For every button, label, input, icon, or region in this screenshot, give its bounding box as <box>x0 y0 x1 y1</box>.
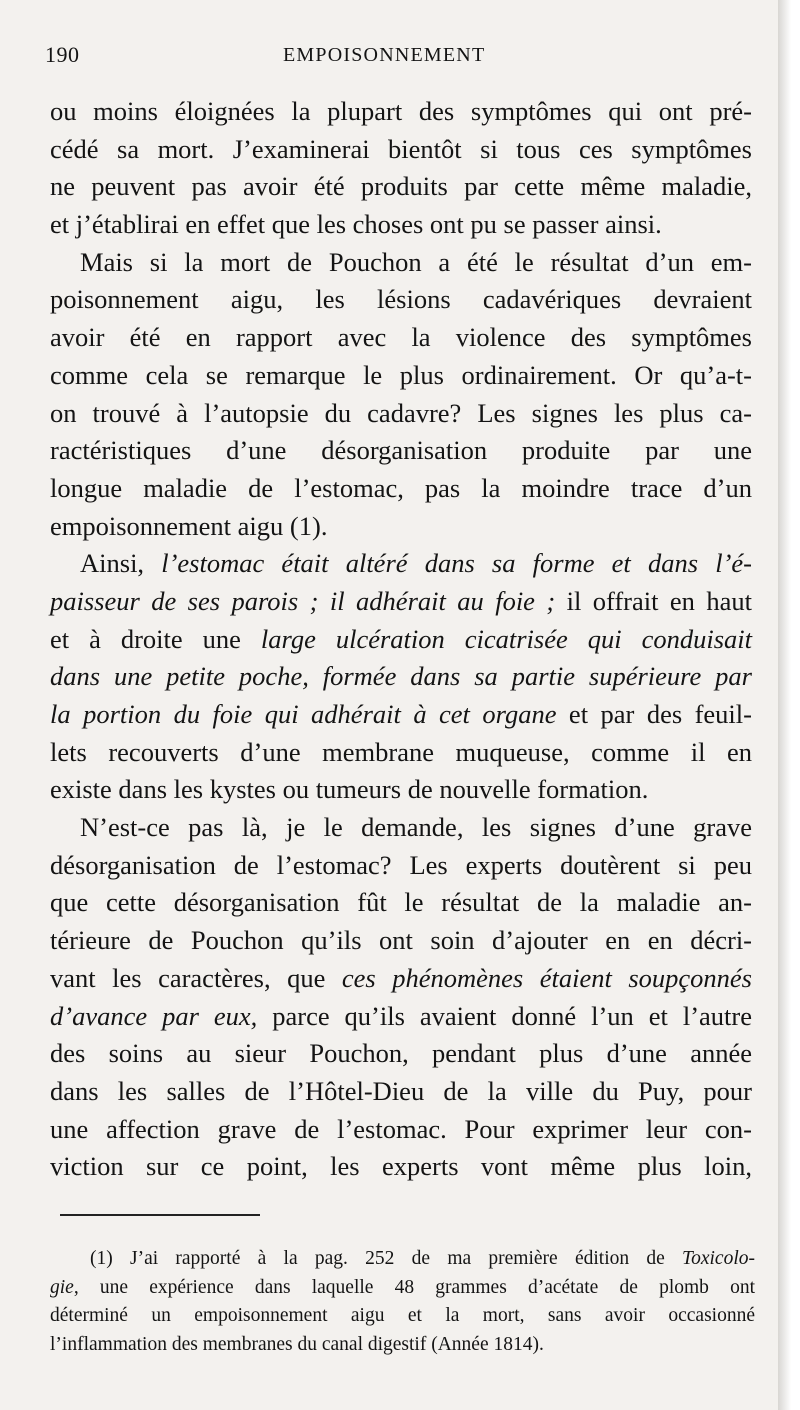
text-line <box>50 658 752 696</box>
text-roman: il offrait en haut <box>555 585 752 616</box>
text-line: que cette désorganisation fût le résultat de la maladie an- <box>50 887 752 918</box>
text-roman: vant les caractères, que <box>50 962 342 993</box>
text-italic: large ulcération cicatrisée qui conduisait <box>260 623 752 654</box>
page-number: 190 <box>45 42 80 67</box>
text-italic: ces phénomènes étaient soupçonnés <box>341 962 752 993</box>
text-line <box>50 960 752 998</box>
text-line: lets recouverts d’une membrane muqueuse, comme il en <box>50 736 752 767</box>
text-line: existe dans les kystes ou tumeurs de nouvelle formation. <box>50 774 649 805</box>
text-line: ractéristiques d’une désorganisation produite par une <box>50 435 752 466</box>
text-line: ou moins éloignées la plupart des symptômes qui ont pré- <box>50 96 752 126</box>
text-line: avoir été en rapport avec la violence des symptômes <box>50 322 752 353</box>
text-line: on trouvé à l’autopsie du cadavre? Les signes les plus ca- <box>50 397 752 428</box>
text-line: des soins au sieur Pouchon, pendant plus d’une année <box>50 1038 752 1069</box>
text-roman: Ainsi, <box>80 548 162 579</box>
text-italic: l’estomac était altéré dans sa forme et dans l’é- <box>161 548 752 579</box>
text-line <box>50 545 752 583</box>
text-roman: (1) J’ai rapporté à la pag. 252 de ma première édition de <box>90 1248 683 1269</box>
body-text <box>50 93 752 1186</box>
text-italic: dans une petite poche, formée dans sa partie supérieure par <box>50 661 752 692</box>
text-line <box>50 696 752 734</box>
running-head <box>45 42 755 76</box>
text-italic: Toxicolo- <box>682 1248 755 1269</box>
text-line: dans les salles de l’Hôtel-Dieu de la ville du Puy, pour <box>50 1075 752 1106</box>
text-line: poisonnement aigu, les lésions cadavériques devraient <box>50 284 752 315</box>
text-line <box>50 583 752 621</box>
text-line: empoisonnement aigu (1). <box>50 510 328 541</box>
text-roman: , une expérience dans laquelle 48 grammes d’acétate de plomb ont <box>73 1276 755 1298</box>
text-line: Mais si la mort de Pouchon a été le résultat d’un em- <box>80 246 752 277</box>
running-title: EMPOISONNEMENT <box>283 44 486 66</box>
footnote <box>50 1245 755 1359</box>
page-edge-shadow <box>778 0 800 1410</box>
text-line <box>50 621 752 659</box>
text-roman: et à droite une <box>50 623 261 654</box>
text-italic: la portion du foie qui adhérait à cet organe <box>50 699 557 729</box>
text-line: et j’établirai en effet que les choses ont pu se passer ainsi. <box>50 209 662 240</box>
text-line: térieure de Pouchon qu’ils ont soin d’ajouter en en décri- <box>50 925 752 956</box>
text-roman: et par des feuil- <box>556 699 752 729</box>
text-line: longue maladie de l’estomac, pas la moindre trace d’un <box>50 472 752 503</box>
text-line: comme cela se remarque le plus ordinairement. Or qu’a-t- <box>50 359 752 390</box>
text-line: désorganisation de l’estomac? Les experts doutèrent si peu <box>50 849 752 880</box>
text-italic: gie <box>50 1276 74 1298</box>
footnote-line <box>50 1245 755 1274</box>
text-line <box>50 998 752 1036</box>
footnote-rule <box>60 1214 260 1216</box>
footnote-line: l’inflammation des membranes du canal digestif (Année 1814). <box>50 1333 544 1355</box>
text-line: cédé sa mort. J’examinerai bientôt si tous ces symptômes <box>50 133 752 164</box>
text-line: une affection grave de l’estomac. Pour exprimer leur con- <box>50 1113 752 1144</box>
footnote-line <box>50 1274 755 1303</box>
text-roman: parce qu’ils avaient donné l’un et l’autre <box>257 1000 752 1031</box>
text-line: N’est-ce pas là, je le demande, les signes d’une grave <box>80 812 752 843</box>
text-line: viction sur ce point, les experts vont même plus loin, <box>50 1151 752 1182</box>
footnote-line: déterminé un empoisonnement aigu et la mort, sans avoir occasionné <box>50 1305 755 1326</box>
text-italic: d’avance par eux, <box>50 1000 258 1031</box>
text-italic: paisseur de ses parois ; il adhérait au foie ; <box>50 585 556 616</box>
text-line: ne peuvent pas avoir été produits par cette même maladie, <box>50 171 752 202</box>
